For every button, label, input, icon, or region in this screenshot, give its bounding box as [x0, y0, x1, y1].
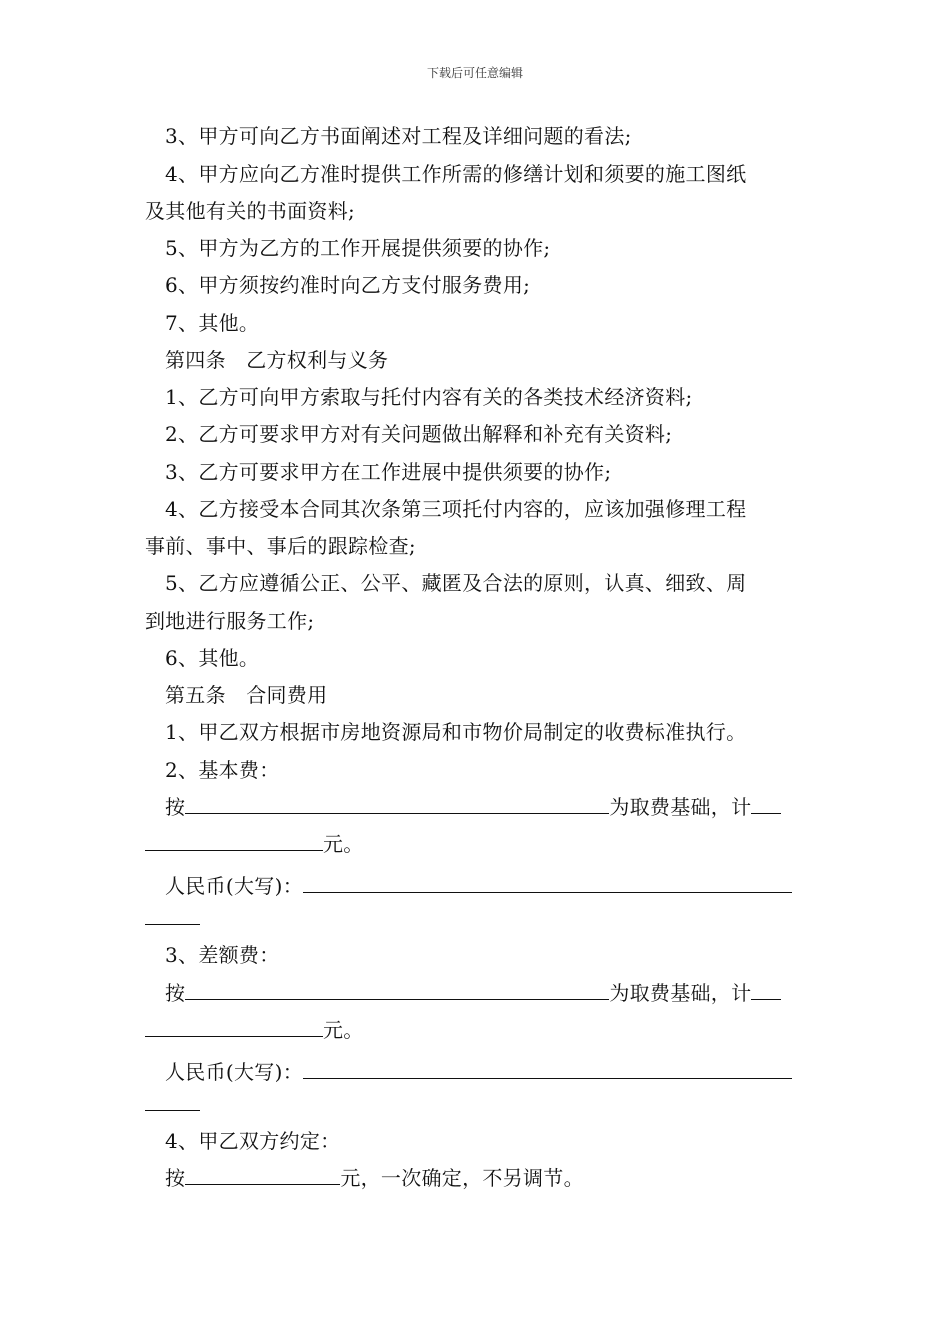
fee-basis-line: 按 为取费基础，计	[145, 979, 845, 1007]
para-line: 3、乙方可要求甲方在工作进展中提供须要的协作;	[165, 460, 612, 484]
para-line: 1、乙方可向甲方索取与托付内容有关的各类技术经济资料;	[165, 385, 693, 409]
blank-field[interactable]	[185, 793, 609, 814]
para-line: 2、乙方可要求甲方对有关问题做出解释和补充有关资料;	[165, 422, 673, 446]
agreed-fee-line: 按 元，一次确定，不另调节。	[165, 1166, 584, 1190]
para-line: 4、甲乙双方约定：	[165, 1129, 341, 1153]
fee-amount-line: 元。	[145, 1016, 825, 1044]
blank-field[interactable]	[145, 904, 200, 925]
para-line: 及其他有关的书面资料;	[145, 199, 356, 223]
para-line: 6、甲方须按约准时向乙方支付服务费用;	[165, 273, 531, 297]
rmb-line: 人民币(大写)：	[145, 872, 845, 900]
para-line: 事前、事中、事后的跟踪检查;	[145, 534, 416, 558]
para-line: 1、甲乙双方根据市房地资源局和市物价局制定的收费标准执行。	[165, 720, 747, 744]
para-line: 4、甲方应向乙方准时提供工作所需的修缮计划和须要的施工图纸	[165, 162, 747, 186]
blank-field[interactable]	[303, 872, 792, 893]
page-header: 下载后可任意编辑	[426, 66, 523, 80]
blank-field[interactable]	[185, 1164, 340, 1185]
rmb-line-cont	[145, 904, 825, 932]
blank-field[interactable]	[185, 979, 609, 1000]
para-line: 3、差额费：	[165, 943, 280, 967]
rmb-line: 人民币(大写)：	[145, 1058, 845, 1086]
para-line: 5、乙方应遵循公正、公平、藏匿及合法的原则，认真、细致、周	[165, 571, 747, 595]
para-line: 4、乙方接受本合同其次条第三项托付内容的，应该加强修理工程	[165, 497, 747, 521]
section-heading: 第五条 合同费用	[165, 683, 328, 707]
para-line: 3、甲方可向乙方书面阐述对工程及详细问题的看法;	[165, 124, 632, 148]
fee-amount-line: 元。	[145, 830, 825, 858]
fee-basis-line: 按 为取费基础，计	[145, 793, 845, 821]
para-line: 2、基本费：	[165, 758, 280, 782]
blank-field[interactable]	[145, 1016, 323, 1037]
blank-field[interactable]	[751, 979, 781, 1000]
blank-field[interactable]	[145, 1090, 200, 1111]
section-heading: 第四条 乙方权利与义务	[165, 348, 389, 372]
para-line: 到地进行服务工作;	[145, 609, 315, 633]
para-line: 5、甲方为乙方的工作开展提供须要的协作;	[165, 236, 551, 260]
para-line: 7、其他。	[165, 311, 260, 335]
blank-field[interactable]	[145, 830, 323, 851]
rmb-line-cont	[145, 1090, 825, 1118]
para-line: 6、其他。	[165, 646, 260, 670]
blank-field[interactable]	[751, 793, 781, 814]
blank-field[interactable]	[303, 1058, 792, 1079]
